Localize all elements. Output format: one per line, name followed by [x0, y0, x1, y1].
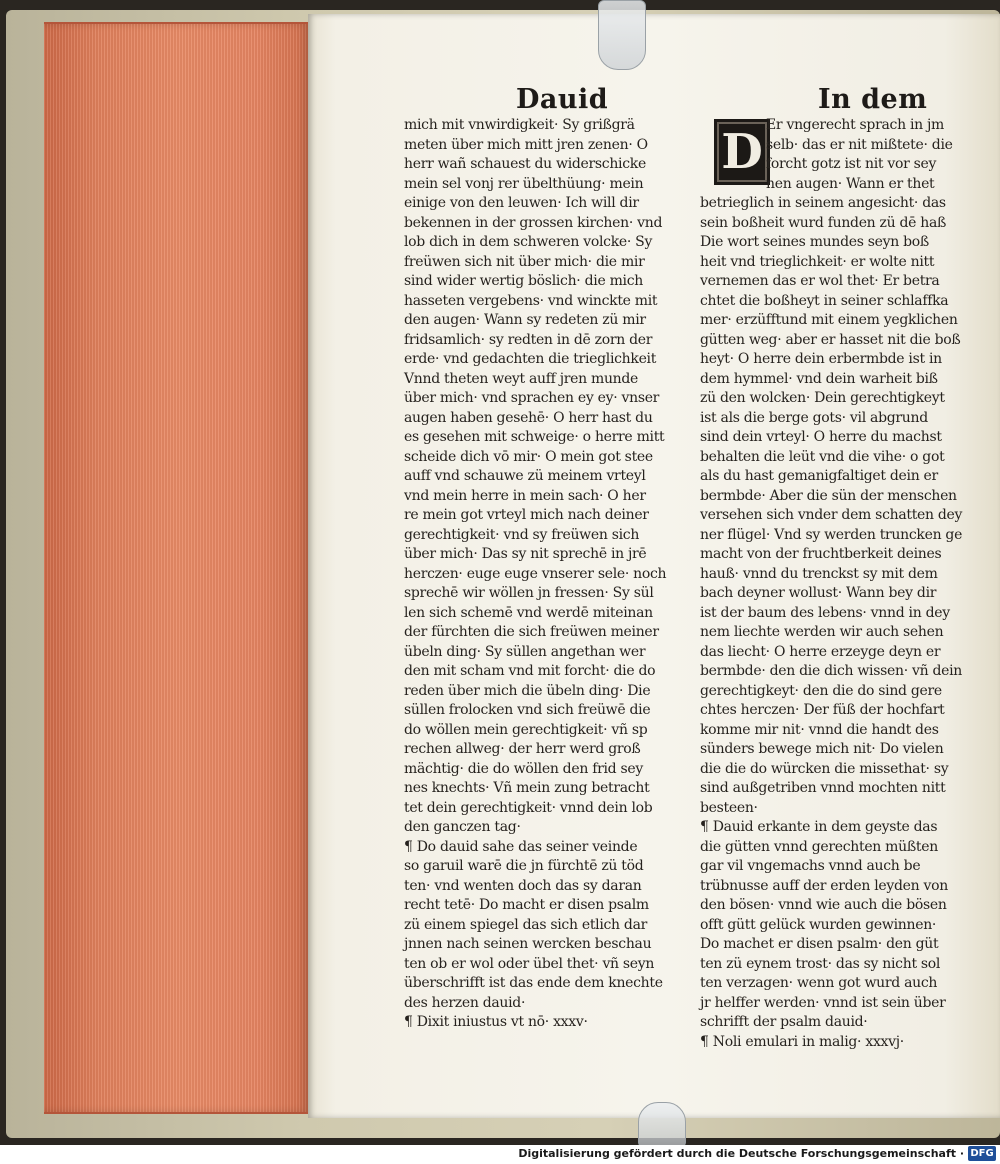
text-line: den augen· Wann sy redeten zü mir — [404, 312, 646, 328]
text-line: Die wort seines mundes seyn boß — [700, 234, 929, 250]
text-line: ner flügel· Vnd sy werden truncken ge — [700, 526, 963, 543]
digitization-credit: Digitalisierung gefördert durch die Deutsche Forschungsgemeinschaft · — [518, 1147, 964, 1160]
text-line: trübnusse auff der erden leyden von — [700, 877, 948, 894]
text-line: es gesehen mit schweige· o herre mitt — [404, 429, 665, 445]
text-line: fridsamlich· sy redten in dē zorn der — [404, 331, 653, 348]
text-line: bekennen in der grossen kirchen· vnd — [404, 214, 663, 231]
text-line: len sich schemē vnd werdē miteinan — [404, 604, 653, 621]
text-line: Vnnd theten weyt auff jren munde — [404, 370, 639, 387]
text-line: gerechtigkeyt· den die do sind gere — [700, 682, 942, 699]
text-column-left — [404, 116, 690, 1033]
text-line: ¶ Dauid erkante in dem geyste das — [700, 819, 938, 835]
text-line: vernemen das er wol thet· Er betra — [700, 273, 940, 289]
text-line: die die do würcken die missethat· sy — [700, 760, 949, 777]
text-line: macht von der fruchtberkeit deines — [700, 546, 942, 562]
text-line: reden über mich die übeln ding· Die — [404, 682, 651, 699]
text-line: re mein got vrteyl mich nach deiner — [404, 507, 649, 523]
text-line: gerechtigkeit· vnd sy freüwen sich — [404, 526, 640, 543]
text-line: vnd mein herre in mein sach· O her — [404, 487, 646, 504]
text-line: rechen allweg· der herr werd groß — [404, 741, 641, 757]
text-line: über mich· Das sy nit sprechē in jrē — [404, 546, 647, 562]
text-line: betrieglich in seinem angesicht· das — [700, 195, 946, 211]
text-line: des herzen dauid· — [404, 994, 526, 1011]
text-line: den bösen· vnnd wie auch die bösen — [700, 897, 947, 913]
text-line: auff vnd schauwe zü meinem vrteyl — [404, 468, 646, 484]
text-line: Do machet er disen psalm· den güt — [700, 936, 939, 952]
text-line: das liecht· O herre erzeyge deyn er — [700, 643, 941, 660]
text-line: mer· erzüfftund mit einem yegklichen — [700, 312, 958, 328]
text-line: jnnen nach seinen wercken beschau — [404, 936, 652, 952]
text-line: sind wider wertig böslich· die mich — [404, 273, 643, 289]
text-line: als du hast gemanigfaltiget dein er — [700, 468, 938, 484]
text-line: den mit scham vnd mit forcht· die do — [404, 663, 656, 679]
text-line: den ganczen tag· — [404, 819, 521, 835]
text-line: erde· vnd gedachten die trieglichkeit — [404, 351, 657, 367]
text-line: heit vnd trieglichkeit· er wolte nitt — [700, 253, 935, 270]
dfg-logo-icon: DFG — [968, 1146, 996, 1161]
text-line: tet dein gerechtigkeit· vnnd dein lob — [404, 799, 653, 816]
text-line: ist als die berge gots· vil abgrund — [700, 409, 928, 426]
text-line: jr helffer werden· vnnd ist sein über — [700, 994, 946, 1011]
text-line: chtet die boßheyt in seiner schlaffka — [700, 292, 949, 309]
text-line: augen haben gesehē· O herr hast du — [404, 409, 653, 426]
text-line: sein boßheit wurd funden zü dē haß — [700, 214, 947, 231]
text-line: gütten weg· aber er hasset nit die boß — [700, 331, 961, 348]
text-line: ten verzagen· wenn got wurd auch — [700, 975, 938, 991]
text-line: übeln ding· Sy süllen angethan wer — [404, 643, 646, 660]
text-line: dem hymmel· vnd dein warheit biß — [700, 370, 938, 387]
page-clip-bottom — [638, 1102, 686, 1148]
text-line: über mich· vnd sprachen ey ey· vnser — [404, 390, 660, 406]
text-line: herr wañ schauest du widerschicke — [404, 156, 646, 172]
text-line: ten· vnd wenten doch das sy daran — [404, 877, 642, 894]
text-line: ten ob er wol oder übel thet· vñ seyn — [404, 955, 655, 972]
text-line: einige von den leuwen· Ich will dir — [404, 195, 639, 211]
text-column-right — [700, 116, 970, 1052]
text-line: ten zü eynem trost· das sy nicht sol — [700, 955, 941, 972]
running-head-left: Dauid — [516, 84, 609, 115]
page-clip-top — [598, 0, 646, 70]
text-line: freüwen sich nit über mich· die mir — [404, 253, 645, 270]
decorated-initial-letter: D — [714, 119, 770, 185]
text-line: herczen· euge euge vnserer sele· noch — [404, 565, 667, 582]
text-line: mächtig· die do wöllen den frid sey — [404, 760, 643, 777]
text-line: bach deyner wollust· Wann bey dir — [700, 585, 937, 601]
text-line: ist der baum des lebens· vnnd in dey — [700, 604, 950, 621]
text-line: besteen· — [700, 799, 758, 816]
text-line: sind außgetriben vnnd mochten nitt — [700, 780, 946, 796]
text-line: meten über mich mitt jren zenen· O — [404, 136, 648, 153]
text-line: mein sel vonj rer übelthüung· mein — [404, 175, 644, 192]
text-line: überschrifft ist das ende dem knechte — [404, 975, 663, 991]
text-line: der fürchten die sich freüwen meiner — [404, 624, 659, 640]
text-line: ¶ Dixit iniustus vt nō· xxxv· — [404, 1014, 588, 1030]
text-line: nes knechts· Vñ mein zung betracht — [404, 780, 650, 796]
text-line: offt gütt gelück wurden gewinnen· — [700, 916, 937, 933]
text-line: behalten die leüt vnd die vihe· o got — [700, 448, 945, 465]
text-line: süllen frolocken vnd sich freüwē die — [404, 702, 651, 718]
text-line: sprechē wir wöllen jn fressen· Sy sül — [404, 585, 654, 601]
text-line: mich mit vnwirdigkeit· Sy grißgrä — [404, 117, 635, 133]
text-line: zü einem spiegel das sich etlich dar — [404, 916, 648, 933]
text-line: sünders bewege mich nit· Do vielen — [700, 741, 944, 757]
text-line: chtes herczen· Der füß der hochfart — [700, 702, 945, 718]
text-line: do wöllen mein gerechtigkeit· vñ sp — [404, 721, 648, 738]
text-line: ¶ Do dauid sahe das seiner veinde — [404, 838, 638, 855]
text-line: Er vngerecht sprach in jm — [766, 117, 945, 133]
text-line: nen augen· Wann er thet — [766, 175, 935, 192]
text-line: versehen sich vnder dem schatten dey — [700, 507, 963, 523]
text-line: bermbde· den die dich wissen· vñ dein — [700, 663, 963, 679]
running-head-right: In dem — [818, 84, 928, 115]
text-line: forcht gotz ist nit vor sey — [766, 156, 937, 172]
text-line: gar vil vngemachs vnnd auch be — [700, 858, 921, 874]
text-line: hasseten vergebens· vnd winckte mit — [404, 292, 658, 309]
text-line: sind dein vrteyl· O herre du machst — [700, 429, 942, 445]
text-line: komme mir nit· vnnd die handt des — [700, 721, 939, 738]
text-line: selb· das er nit mißtete· die — [766, 136, 953, 153]
text-line: bermbde· Aber die sün der menschen — [700, 487, 957, 504]
text-line: so garuil warē die jn fürchtē zü töd — [404, 858, 644, 874]
text-line: scheide dich vō mir· O mein got stee — [404, 448, 653, 465]
text-line: ¶ Noli emulari in malig· xxxvj· — [700, 1033, 904, 1050]
text-line: recht tetē· Do macht er disen psalm — [404, 897, 649, 913]
text-line: heyt· O herre dein erbermbde ist in — [700, 351, 942, 367]
text-line: die gütten vnnd gerechten müßten — [700, 838, 938, 855]
text-line: nem liechte werden wir auch sehen — [700, 624, 944, 640]
text-line: hauß· vnnd du trenckst sy mit dem — [700, 565, 938, 582]
text-line: zü den wolcken· Dein gerechtigkeyt — [700, 390, 945, 406]
text-line: lob dich in dem schweren volcke· Sy — [404, 234, 653, 250]
page-edges-red — [44, 22, 310, 1114]
text-line: schrifft der psalm dauid· — [700, 1014, 868, 1030]
